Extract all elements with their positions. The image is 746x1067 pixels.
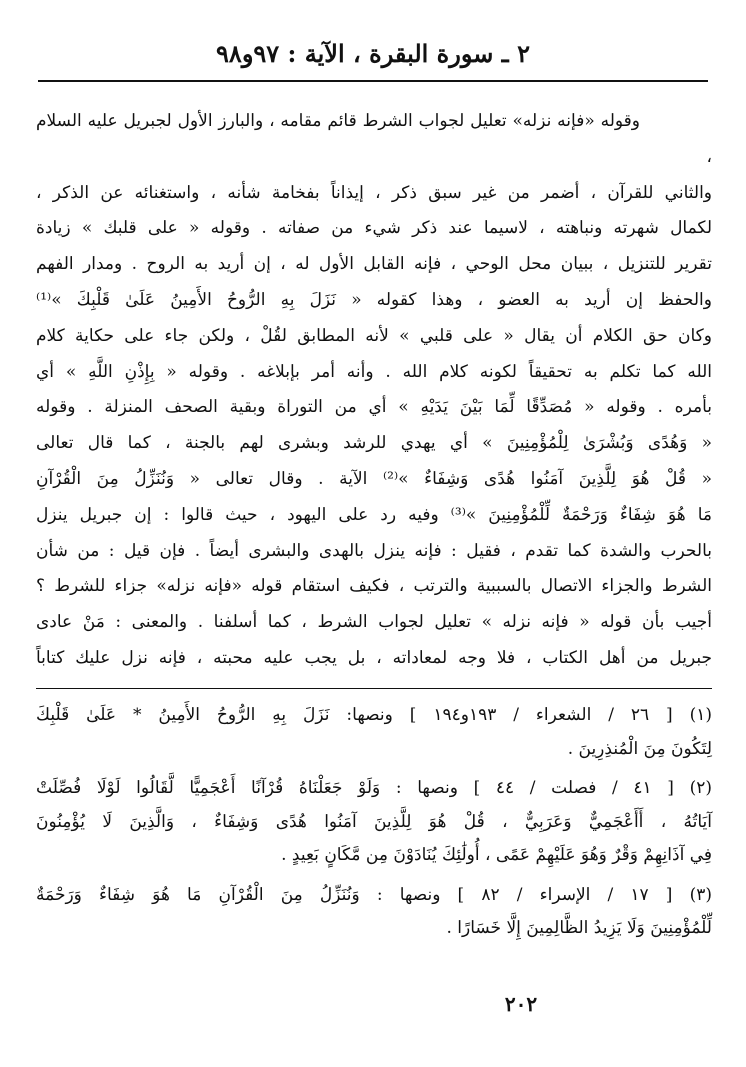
footnote-line: آيَاتُهُ ، أَأَعْجَمِيٌّ وَعَرَبِيٌّ ، قُلْ هُوَ لِلَّذِينَ آمَنُوا هُدًى وَشِفَاءٌ ، وَالَّذِينَ لَا يُؤْمِنُونَ	[36, 811, 712, 832]
body-line: والثاني للقرآن ، أضمر من غير سبق ذكر ، إيذاناً بفخامة شأنه ، واستغنائه عن الذكر ،	[36, 182, 712, 203]
body-line: الشرط والجزاء الاتصال بالسببية والترتب ، فكيف استقام قوله «فإنه نزله» جزاء للشرط ؟	[36, 576, 712, 597]
footnote-2	[36, 772, 712, 873]
body-line: لكمال شهرته ونباهته ، لاسيما عند ذكر شيء من صفاته . وقوله « على قلبك » زيادة	[36, 218, 712, 239]
header-rule	[38, 80, 708, 82]
footnote-line: لِّلْمُؤْمِنِينَ وَلَا يَزِيدُ الظَّالِمِينَ إِلَّا خَسَارًا .	[446, 918, 712, 938]
body-line: « قُلْ هُوَ لِلَّذِينَ آمَنُوا هُدًى وَشِفَاءٌ »⁽²⁾ الآية . وقال تعالى « وَنُنَزِّلُ مِنَ الْقُرْآنِ	[36, 468, 712, 489]
body-line: أجيب بأن قوله « فإنه نزله » تعليل لجواب الشرط ، كما أسلفنا . والمعنى : مَنْ عادى	[36, 612, 712, 633]
main-text	[36, 104, 712, 677]
body-line: جبريل من أهل الكتاب ، فلا وجه لمعاداته ، بل يجب عليه محبته ، فإنه نزل عليك كتاباً	[36, 647, 712, 668]
footnote-line: لِتَكُونَ مِنَ الْمُنذِرِينَ .	[567, 738, 712, 759]
footnote-1	[36, 699, 712, 766]
body-line: بأمره . وقوله « مُصَدِّقًا لِّمَا بَيْنَ يَدَيْهِ » أي من التوراة وبقية الصحف المنزلة . وقوله	[36, 397, 712, 418]
body-line: والحفظ إن أريد به العضو ، وهذا كقوله « نَزَلَ بِهِ الرُّوحُ الأَمِينُ عَلَىٰ قَلْبِكَ »⁽¹⁾	[36, 289, 712, 310]
running-header: ٢ ـ سورة البقرة ، الآية : ٩٧و٩٨	[216, 39, 530, 68]
footnote-line: (٢) [ ٤١ / فصلت / ٤٤ ] ونصها : وَلَوْ جَعَلْنَاهُ قُرْآنًا أَعْجَمِيًّا لَّقَالُوا لَوْلَا فُصِّلَتْ	[36, 778, 712, 798]
body-line: وقوله «فإنه نزله» تعليل لجواب الشرط قائم مقامه ، والبارز الأول لجبريل عليه السلام ،	[36, 111, 712, 167]
footnotes	[36, 699, 712, 952]
footnote-3	[36, 879, 712, 946]
footnote-line: (٣) [ ١٧ / الإسراء / ٨٢ ] ونصها : وَنُنَزِّلُ مِنَ الْقُرْآنِ مَا هُوَ شِفَاءٌ وَرَحْمَةٌ	[36, 884, 712, 905]
body-line: مَا هُوَ شِفَاءٌ وَرَحْمَةٌ لِّلْمُؤْمِنِينَ »⁽³⁾ وفيه رد على اليهود ، حيث قالوا : إن جبريل ينزل	[36, 504, 712, 525]
footnote-line: (١) [ ٢٦ / الشعراء / ١٩٣و١٩٤ ] ونصها: نَزَلَ بِهِ الرُّوحُ الأَمِينُ * عَلَىٰ قَلْبِكَ	[36, 705, 713, 725]
body-line: « وَهُدًى وَبُشْرَىٰ لِلْمُؤْمِنِينَ » أي يهدي للرشد وبشرى لهم بالجنة ، كما قال تعالى	[36, 433, 712, 454]
body-line: بالحرب والشدة كما تقدم ، فقيل : فإنه ينزل بالهدى والبشرى أيضاً . فإن قيل : من شأن	[36, 540, 712, 561]
body-line: الله كما تكلم به تحقيقاً لكونه كلام الله . وأنه أمر بإبلاغه . وقوله « بِإِذْنِ اللَّهِ » أي	[36, 361, 712, 382]
footnote-rule	[36, 688, 712, 689]
footnote-line: فِي آذَانِهِمْ وَقْرٌ وَهُوَ عَلَيْهِمْ عَمًى ، أُولَٰئِكَ يُنَادَوْنَ مِن مَّكَانٍ بَعِيدٍ .	[281, 845, 712, 865]
body-line: وكان حق الكلام أن يقال « على قلبي » لأنه المطابق لقُلْ ، ولكن جاء على حكاية كلام	[36, 325, 712, 346]
body-line: تقرير للتنزيل ، ببيان محل الوحي ، فإنه القابل الأول له ، إن أريد به الروح . ومدار الفهم	[36, 254, 712, 275]
page-number: ٢٠٢	[504, 992, 538, 1016]
